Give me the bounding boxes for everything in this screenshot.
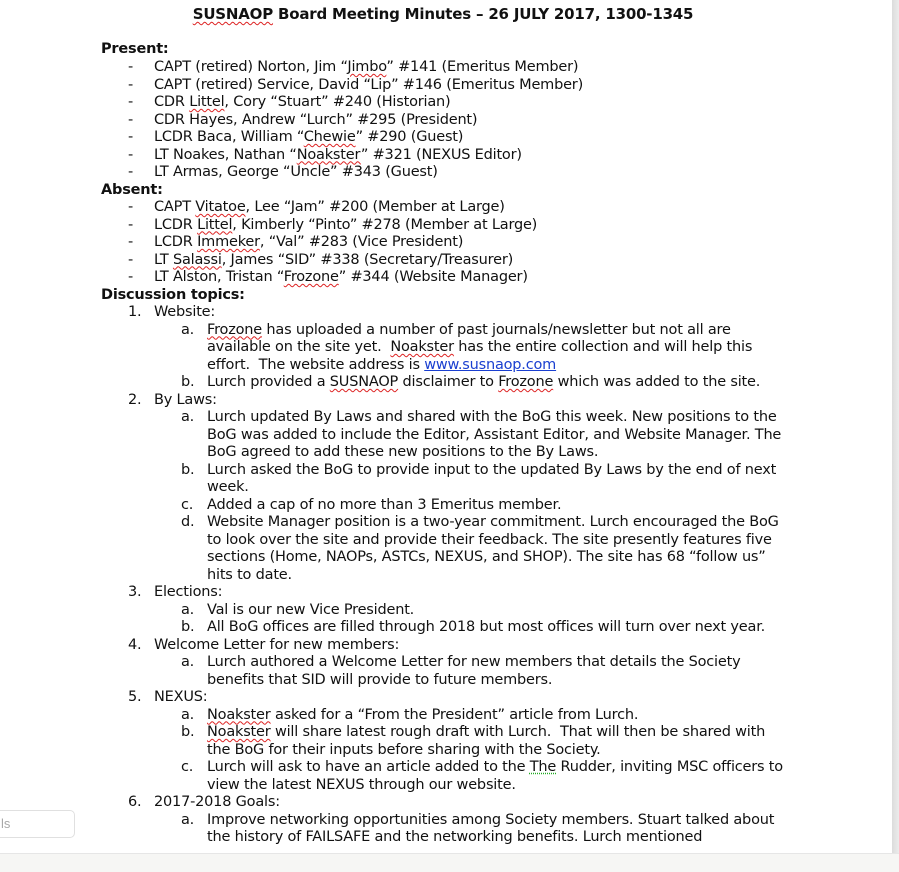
absent-item: - CAPT Vitatoe, Lee “Jam” #200 (Member at Large) [128,199,505,215]
page-title: SUSNAOP Board Meeting Minutes – 26 JULY 2017, 1300-1345 [192,5,694,23]
present-item: - LT Noakes, Nathan “Noakster” #321 (NEXUS Editor) [128,146,522,163]
present-item: - CDR Hayes, Andrew “Lurch” #295 (President) [128,111,478,128]
topic-item: a. Noakster asked for a “From the President” article from Lurch. [181,706,639,723]
topic-item: b. Lurch asked the BoG to provide input to the updated By Laws by the end of next week. [181,461,777,495]
absent-heading: Absent: [101,181,163,198]
present-item: - LT Armas, George “Uncle” #343 (Guest) [128,164,438,180]
vertical-scrollbar[interactable] [892,0,899,853]
topic-elections: 3. Elections: [128,584,223,600]
topic-by-laws: 2. By Laws: [128,391,217,408]
website-link[interactable]: www.susnaop.com [424,356,557,373]
bottom-toolbar [0,853,899,872]
topic-nexus: 5. NEXUS: [128,689,208,705]
absent-item: - LCDR Immeker, “Val” #283 (Vice President) [128,234,464,250]
topic-item: c. Added a cap of no more than 3 Emeritus member. [181,496,562,513]
absent-item: - LCDR Littel, Kimberly “Pinto” #278 (Member at Large) [128,216,538,233]
discussion-heading: Discussion topics: [101,286,245,303]
topic-item: d. Website Manager position is a two-year commitment. Lurch encouraged the BoG to look over the site and provide their feedback. The site presently features five sections (Home, NAOPs, ASTCs, NEXUS, and SHOP). The site has 68 “follow us” hits to date. [181,514,779,583]
present-item: - LCDR Baca, William “Chewie” #290 (Guest) [128,129,464,145]
topic-item: b. All BoG offices are filled through 2018 but most offices will turn over next year. [181,619,766,635]
topic-item: a. Val is our new Vice President. [181,601,415,618]
present-item: - CDR Littel, Cory “Stuart” #240 (Historian) [128,94,451,110]
absent-item: - LT Salassi, James “SID” #338 (Secretary/Treasurer) [128,251,514,268]
topic-goals: 6. 2017-2018 Goals: [128,794,280,810]
topic-item: a. Improve networking opportunities among Society members. Stuart talked about the history of FAILSAFE and the networking benefits. Lurch mentioned [181,811,775,845]
topic-item: c. Lurch will ask to have an article added to the The Rudder, inviting MSC officers to view the latest NEXUS through our website. [181,759,783,793]
topic-website: 1. Website: [128,304,216,320]
topic-item: b. Noakster will share latest rough draft with Lurch. That will then be shared with the BoG for their inputs before sharing with the Society. [181,724,766,758]
present-heading: Present: [101,41,169,57]
absent-item: - LT Alston, Tristan “Frozone” #344 (Website Manager) [128,269,528,285]
topic-item: a. Lurch authored a Welcome Letter for new members that details the Society benefits that SID will provide to future members. [181,654,741,688]
topic-welcome-letter: 4. Welcome Letter for new members: [128,636,400,653]
present-item: - CAPT (retired) Norton, Jim “Jimbo” #141 (Emeritus Member) [128,59,579,75]
topic-item: a. Lurch updated By Laws and shared with the BoG this week. New positions to the BoG was added to include the Editor, Assistant Editor, and Website Manager. The BoG agreed to add these new positions to the By Laws. [181,409,782,460]
present-item: - CAPT (retired) Service, David “Lip” #146 (Emeritus Member) [128,76,584,93]
topic-item: a. Frozone has uploaded a number of past journals/newsletter but not all are available on the site yet. Noakster has the entire collection and will help this effort. The website address is www.susnaop.com [181,321,753,373]
topic-item: b. Lurch provided a SUSNAOP disclaimer to Frozone which was added to the site. [181,374,761,390]
search-input[interactable]: ls [0,810,75,838]
